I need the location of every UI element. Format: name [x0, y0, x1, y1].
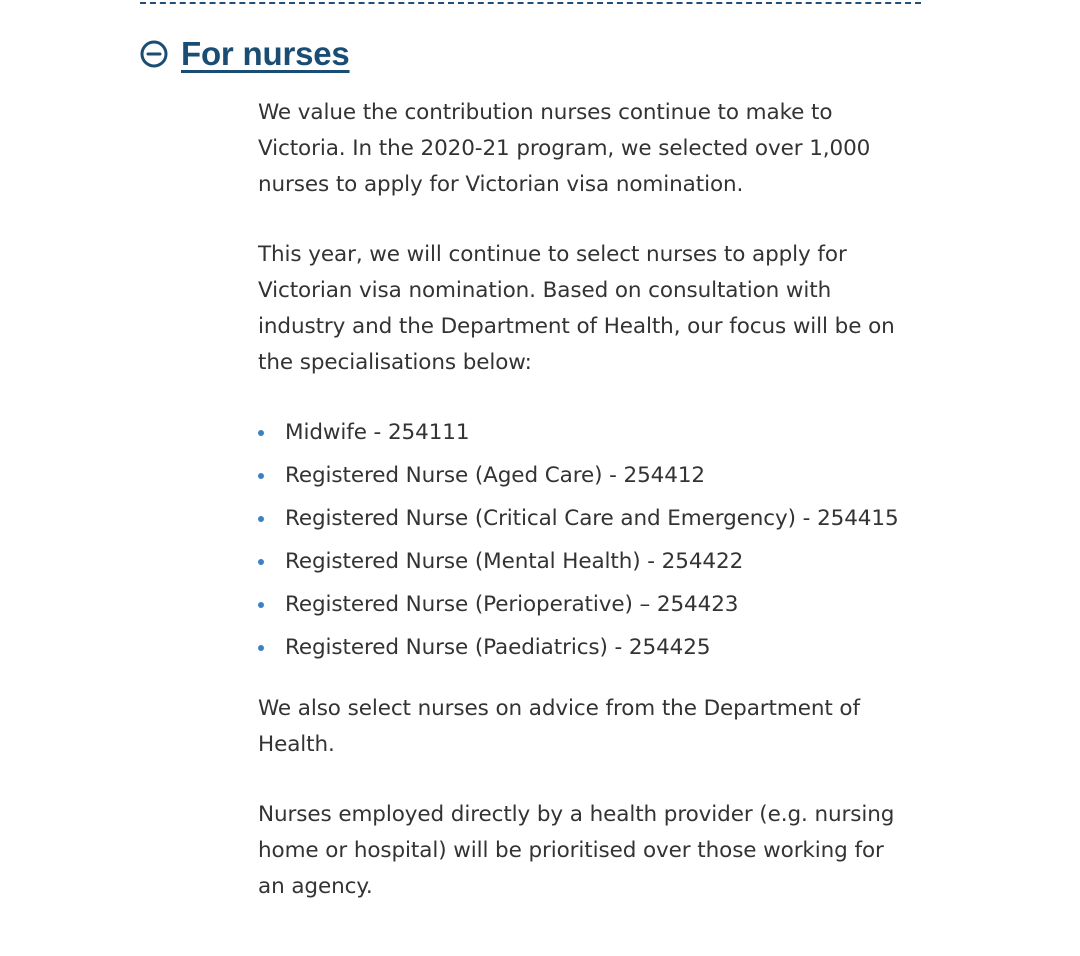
- list-item: Registered Nurse (Paediatrics) - 254425: [258, 630, 908, 666]
- bullet-icon: [258, 602, 264, 608]
- list-item: Midwife - 254111: [258, 415, 908, 451]
- accordion-toggle-for-nurses[interactable]: [140, 34, 350, 74]
- bullet-icon: [258, 516, 264, 522]
- list-item: Registered Nurse (Perioperative) – 254423: [258, 587, 908, 623]
- bullet-icon: [258, 430, 264, 436]
- list-item: Registered Nurse (Mental Health) - 254422: [258, 544, 908, 580]
- accordion-content: [258, 95, 908, 905]
- section-divider: [140, 2, 921, 4]
- bullet-icon: [258, 645, 264, 651]
- focus-paragraph: This year, we will continue to select nurses to apply for Victorian visa nomination. Based on consultation with industry and the Department of Health, our focus will be on the specialisations below:: [258, 242, 895, 375]
- bullet-icon: [258, 473, 264, 479]
- specialisations-list: [258, 415, 908, 666]
- advice-paragraph: We also select nurses on advice from the Department of Health.: [258, 696, 860, 757]
- minus-circle-icon[interactable]: [140, 40, 168, 68]
- list-item: Registered Nurse (Critical Care and Emergency) - 254415: [258, 501, 908, 537]
- priority-paragraph: Nurses employed directly by a health provider (e.g. nursing home or hospital) will be prioritised over those working for an agency.: [258, 802, 895, 899]
- list-item: Registered Nurse (Aged Care) - 254412: [258, 458, 908, 494]
- intro-paragraph: We value the contribution nurses continue to make to Victoria. In the 2020-21 program, we selected over 1,000 nurses to apply for Victorian visa nomination.: [258, 100, 871, 197]
- accordion-title[interactable]: For nurses: [181, 35, 350, 72]
- bullet-icon: [258, 559, 264, 565]
